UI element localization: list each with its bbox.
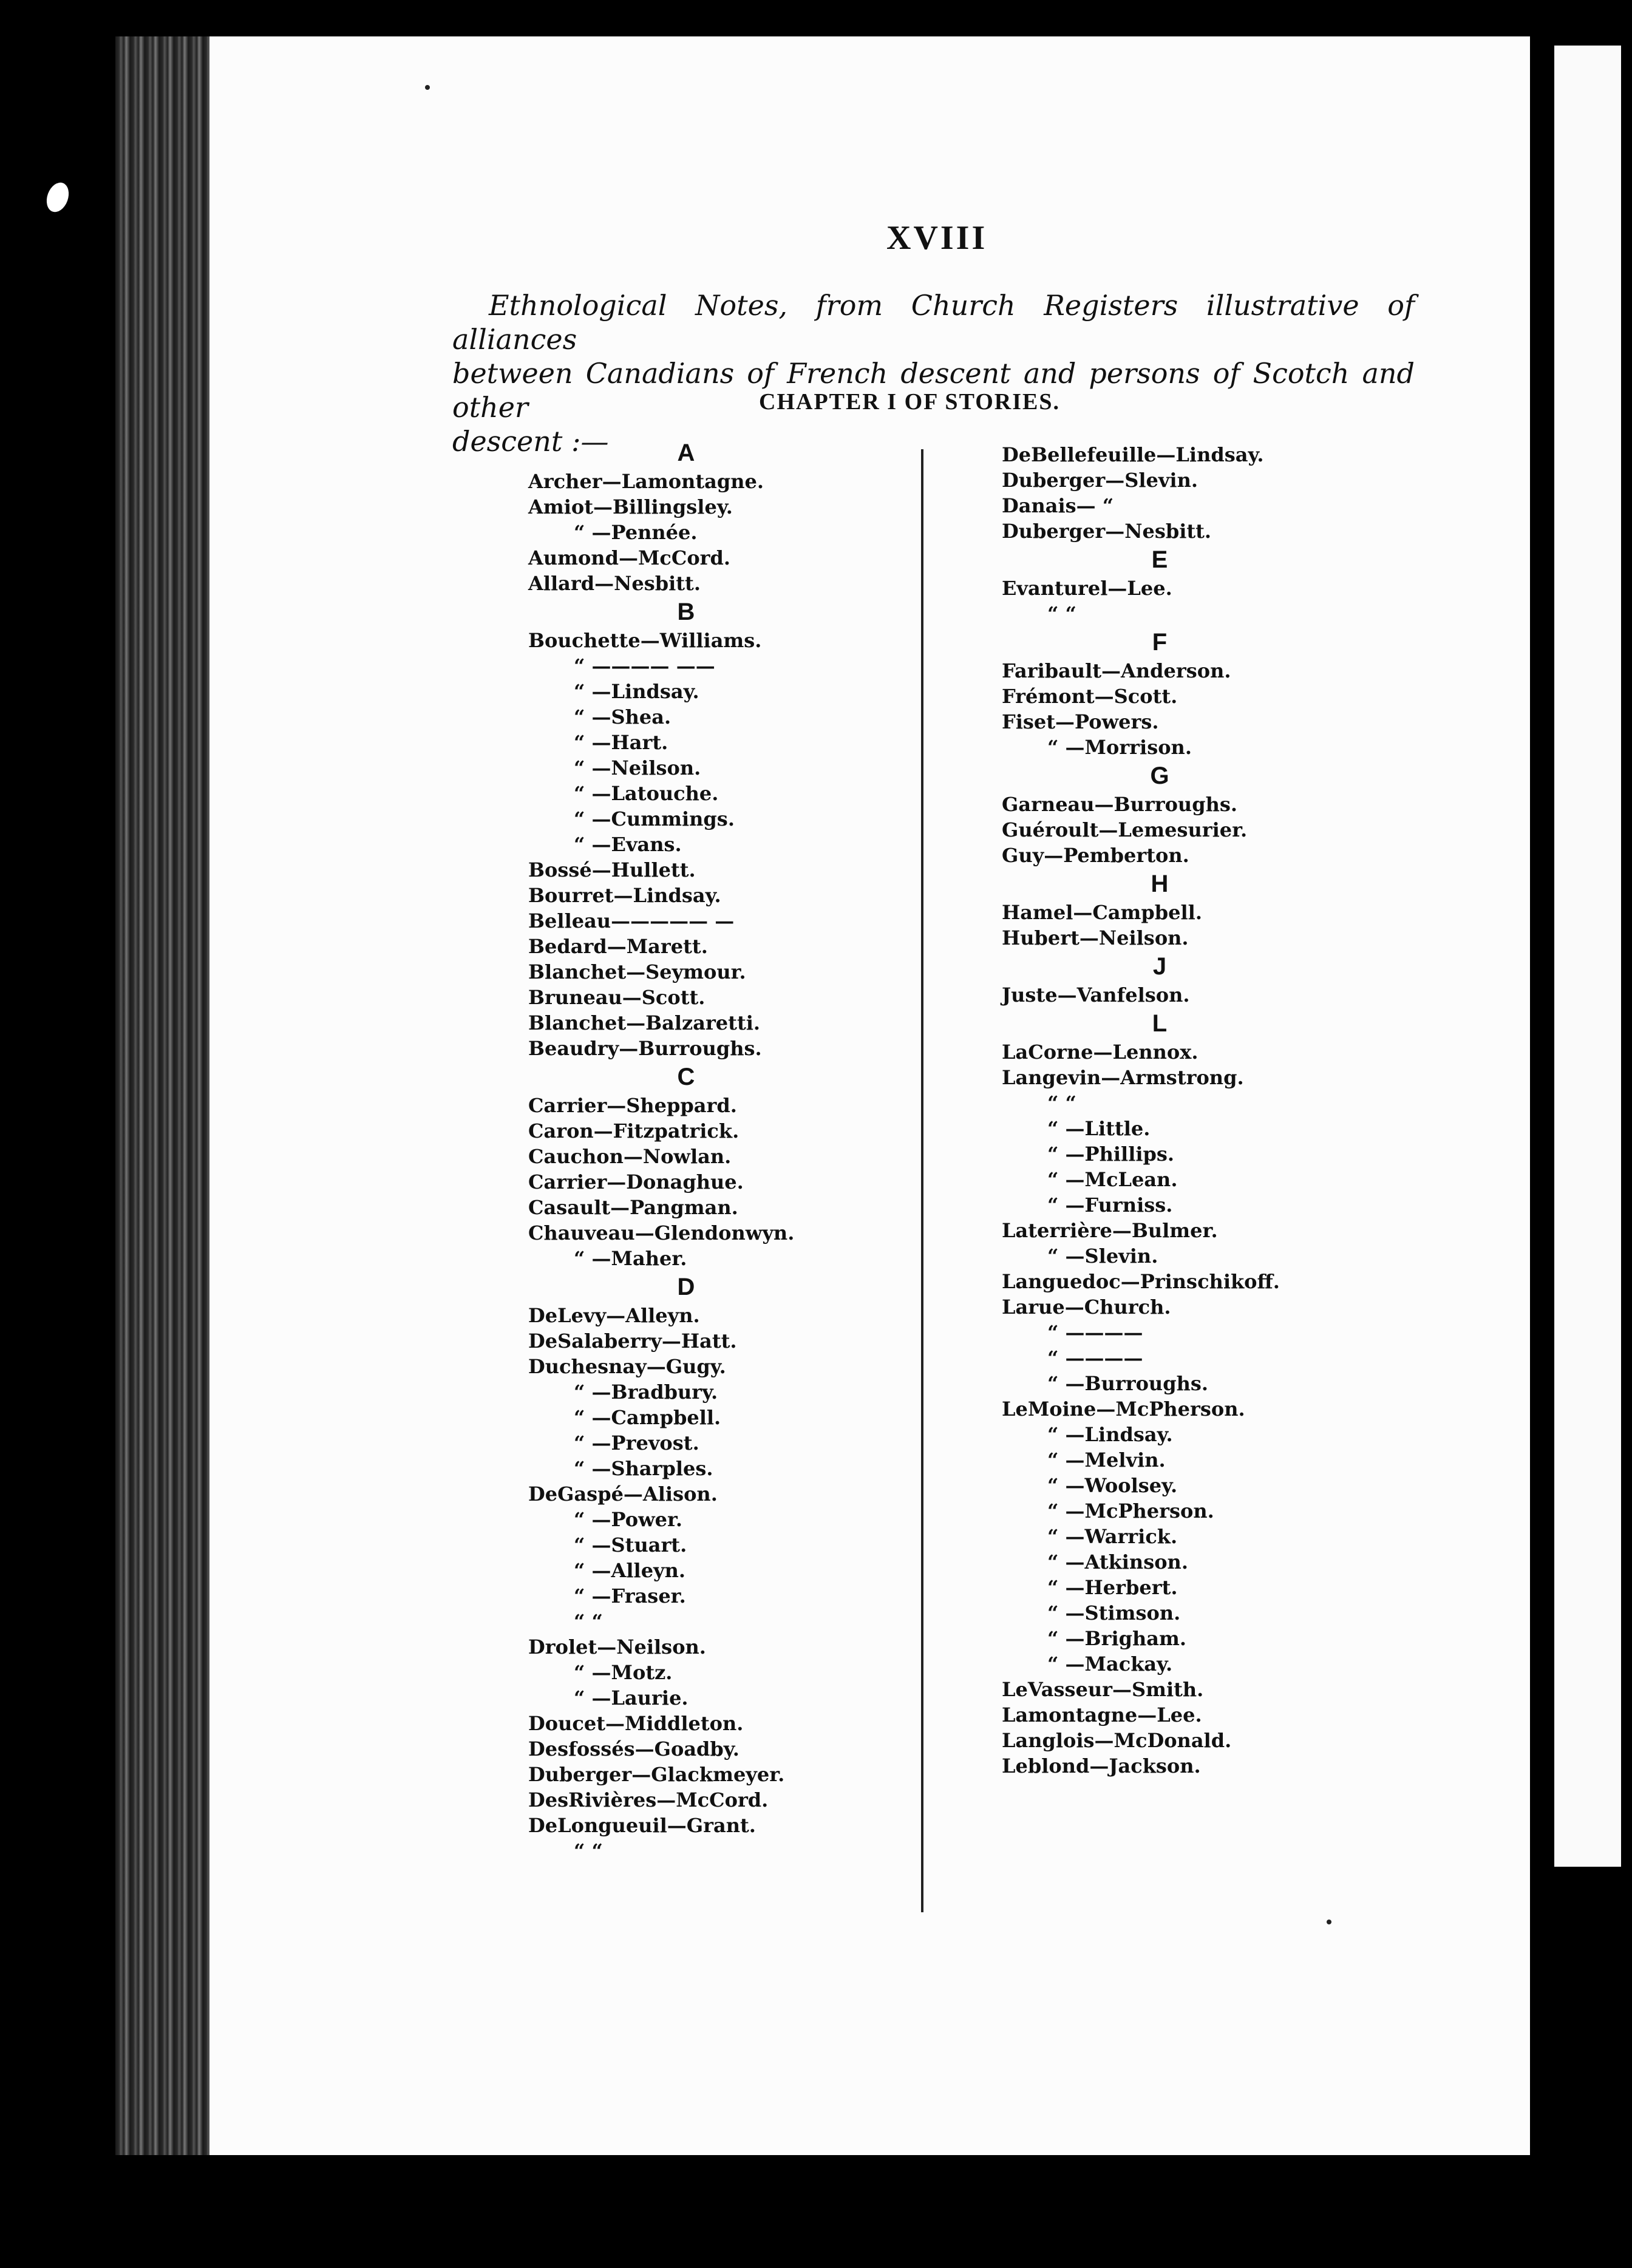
section-letter: B	[677, 599, 695, 625]
alliance-entry: LeVasseur—Smith.	[1002, 1678, 1204, 1701]
alliance-entry: “ —Bradbury.	[574, 1380, 718, 1404]
alliance-entry: Carrier—Sheppard.	[528, 1094, 737, 1117]
alliance-entry: “ —Maher.	[574, 1247, 687, 1270]
alliance-entry: “ —Atkinson.	[1047, 1550, 1188, 1574]
alliance-entry: Blanchet—Balzaretti.	[528, 1011, 761, 1034]
page-number: XVIII	[886, 219, 988, 257]
alliance-entry: “ “	[574, 1839, 603, 1862]
letter-section	[528, 596, 905, 1061]
alliance-entry: “ —Campbell.	[574, 1406, 721, 1429]
left-column	[528, 437, 905, 1864]
alliance-entry: Chauveau—Glendonwyn.	[528, 1221, 795, 1244]
alliance-entry: “ —Burroughs.	[1047, 1372, 1208, 1395]
section-letter: F	[1152, 629, 1168, 656]
alliance-entry: “ —Laurie.	[574, 1686, 688, 1709]
letter-section	[1002, 626, 1390, 760]
alliance-entry: Allard—Nesbitt.	[528, 572, 701, 595]
alliance-entry: Carrier—Donaghue.	[528, 1170, 744, 1193]
alliance-entry: “ —Herbert.	[1047, 1576, 1178, 1599]
alliance-entry: DeSalaberry—Hatt.	[528, 1329, 737, 1353]
alliance-entry: DeLevy—Alleyn.	[528, 1304, 700, 1327]
alliance-entry: “ —Evans.	[574, 833, 682, 856]
alliance-entry: “ —Hart.	[574, 731, 668, 754]
scan-speck	[1327, 1920, 1331, 1924]
alliance-entry: “ ————	[1047, 1346, 1143, 1370]
right-column	[1002, 442, 1390, 1779]
letter-section	[528, 437, 905, 596]
alliance-entry: Danais— “	[1002, 494, 1114, 517]
alliance-entry: “ —Mackay.	[1047, 1652, 1173, 1676]
alliance-entry: “ “	[1047, 602, 1076, 625]
alliance-entry: DeBellefeuille—Lindsay.	[1002, 443, 1264, 466]
next-page-edge	[1554, 46, 1621, 1867]
alliance-entry: “ —Little.	[1047, 1117, 1151, 1140]
alliance-entry: Languedoc—Prinschikoff.	[1002, 1270, 1280, 1293]
intro-line: between Canadians of French descent and persons of Scotch and other	[452, 357, 1415, 424]
alliance-entry: Amiot—Billingsley.	[528, 495, 733, 518]
scan-speck	[425, 85, 430, 90]
alliance-entry: Casault—Pangman.	[528, 1196, 738, 1219]
alliance-entry: “ —Cummings.	[574, 807, 735, 830]
alliance-entry: Leblond—Jackson.	[1002, 1754, 1201, 1777]
alliance-entry: “ —Phillips.	[1047, 1142, 1175, 1166]
section-letter: J	[1152, 953, 1167, 980]
chapter-heading: CHAPTER I OF STORIES.	[759, 389, 1060, 415]
alliance-entry: DesRivières—McCord.	[528, 1788, 769, 1811]
alliance-entry: Hubert—Neilson.	[1002, 926, 1189, 949]
alliance-entry: Duberger—Nesbitt.	[1002, 520, 1212, 543]
alliance-entry: Hamel—Campbell.	[1002, 901, 1202, 924]
alliance-entry: “ —Warrick.	[1047, 1525, 1178, 1548]
section-letter: D	[677, 1274, 695, 1300]
intro-line: descent :—	[452, 425, 609, 458]
alliance-entry: “ —Latouche.	[574, 782, 719, 805]
alliance-entry: “ —Slevin.	[1047, 1244, 1158, 1268]
letter-section	[1002, 1008, 1390, 1779]
alliance-entry: Lamontagne—Lee.	[1002, 1703, 1202, 1726]
section-letter: G	[1150, 762, 1169, 789]
alliance-entry: Garneau—Burroughs.	[1002, 793, 1237, 816]
alliance-entry: “ —Sharples.	[574, 1457, 713, 1480]
alliance-entry: “ —Woolsey.	[1047, 1474, 1178, 1497]
column-divider	[921, 449, 923, 1912]
alliance-entry: Bourret—Lindsay.	[528, 884, 721, 907]
alliance-entry: Bossé—Hullett.	[528, 858, 696, 881]
alliance-entry: Larue—Church.	[1002, 1295, 1171, 1319]
section-letter: C	[677, 1064, 695, 1090]
alliance-entry: Archer—Lamontagne.	[528, 470, 764, 493]
section-letter: A	[677, 440, 695, 466]
alliance-entry: “ —Stuart.	[574, 1533, 687, 1557]
letter-section	[1002, 760, 1390, 868]
alliance-entry: DeLongueuil—Grant.	[528, 1814, 756, 1837]
alliance-entry: DeGaspé—Alison.	[528, 1482, 718, 1506]
intro-paragraph	[452, 288, 1415, 458]
alliance-entry: Laterrière—Bulmer.	[1002, 1219, 1218, 1242]
alliance-entry: Langlois—McDonald.	[1002, 1729, 1232, 1752]
alliance-entry: “ —Fraser.	[574, 1584, 686, 1608]
alliance-entry: Belleau————— —	[528, 909, 735, 932]
alliance-entry: “ —Melvin.	[1047, 1448, 1166, 1472]
letter-section	[528, 1061, 905, 1271]
alliance-entry: “ —McLean.	[1047, 1168, 1178, 1191]
alliance-entry: “ ————	[1047, 1321, 1143, 1344]
alliance-entry: Drolet—Neilson.	[528, 1635, 706, 1659]
alliance-entry: LaCorne—Lennox.	[1002, 1041, 1198, 1064]
alliance-entry: Blanchet—Seymour.	[528, 960, 746, 983]
alliance-entry: Aumond—McCord.	[528, 546, 731, 569]
letter-section	[1002, 868, 1390, 951]
section-letter: E	[1151, 546, 1168, 573]
alliance-entry: “ —Morrison.	[1047, 736, 1192, 759]
letter-section	[1002, 544, 1390, 626]
intro-line: Ethnological Notes, from Church Registers illustrative of alliances	[452, 289, 1415, 356]
alliance-entry: Evanturel—Lee.	[1002, 577, 1172, 600]
alliance-entry: “ —Stimson.	[1047, 1601, 1181, 1625]
alliance-entry: “ —Brigham.	[1047, 1627, 1186, 1650]
alliance-entry: Desfossés—Goadby.	[528, 1737, 739, 1760]
alliance-entry: Bouchette—Williams.	[528, 629, 762, 652]
alliance-entry: “ ———— ——	[574, 654, 715, 677]
alliance-entry: Beaudry—Burroughs.	[528, 1037, 762, 1060]
alliance-entry: Faribault—Anderson.	[1002, 659, 1231, 682]
alliance-entry: Bruneau—Scott.	[528, 986, 706, 1009]
book-binding-edge	[115, 36, 212, 2155]
alliance-entry: “ “	[574, 1610, 603, 1633]
alliance-entry: Juste—Vanfelson.	[1002, 983, 1190, 1007]
alliance-entry: Duchesnay—Gugy.	[528, 1355, 726, 1378]
alliance-entry: Doucet—Middleton.	[528, 1712, 744, 1735]
letter-section	[1002, 951, 1390, 1008]
alliance-entry: LeMoine—McPherson.	[1002, 1397, 1245, 1421]
section-letter: H	[1151, 871, 1169, 897]
alliance-entry: “ —Neilson.	[574, 756, 701, 779]
alliance-entry: “ —Prevost.	[574, 1431, 699, 1455]
alliance-entry: “ —Alleyn.	[574, 1559, 686, 1582]
alliance-entry: “ —Furniss.	[1047, 1193, 1173, 1217]
alliance-entry: Frémont—Scott.	[1002, 685, 1178, 708]
letter-section	[1002, 442, 1390, 544]
section-letter: L	[1152, 1010, 1168, 1037]
alliance-entry: Guéroult—Lemesurier.	[1002, 818, 1248, 841]
letter-section	[528, 1271, 905, 1864]
alliance-entry: Duberger—Glackmeyer.	[528, 1763, 785, 1786]
alliance-entry: “ —McPherson.	[1047, 1499, 1214, 1523]
alliance-entry: Langevin—Armstrong.	[1002, 1066, 1244, 1089]
alliance-entry: Fiset—Powers.	[1002, 710, 1159, 733]
alliance-entry: Caron—Fitzpatrick.	[528, 1119, 739, 1142]
alliance-entry: “ —Power.	[574, 1508, 683, 1531]
alliance-entry: “ —Lindsay.	[1047, 1423, 1173, 1446]
alliance-entry: “ —Pennée.	[574, 521, 698, 544]
alliance-entry: Guy—Pemberton.	[1002, 844, 1189, 867]
alliance-entry: “ —Motz.	[574, 1661, 673, 1684]
alliance-entry: “ —Shea.	[574, 705, 672, 728]
alliance-entry: Cauchon—Nowlan.	[528, 1145, 732, 1168]
alliance-entry: “ “	[1047, 1092, 1076, 1115]
alliance-entry: Duberger—Slevin.	[1002, 469, 1198, 492]
scan-blot	[42, 180, 72, 216]
alliance-entry: “ —Lindsay.	[574, 680, 699, 703]
alliance-entry: Bedard—Marett.	[528, 935, 708, 958]
